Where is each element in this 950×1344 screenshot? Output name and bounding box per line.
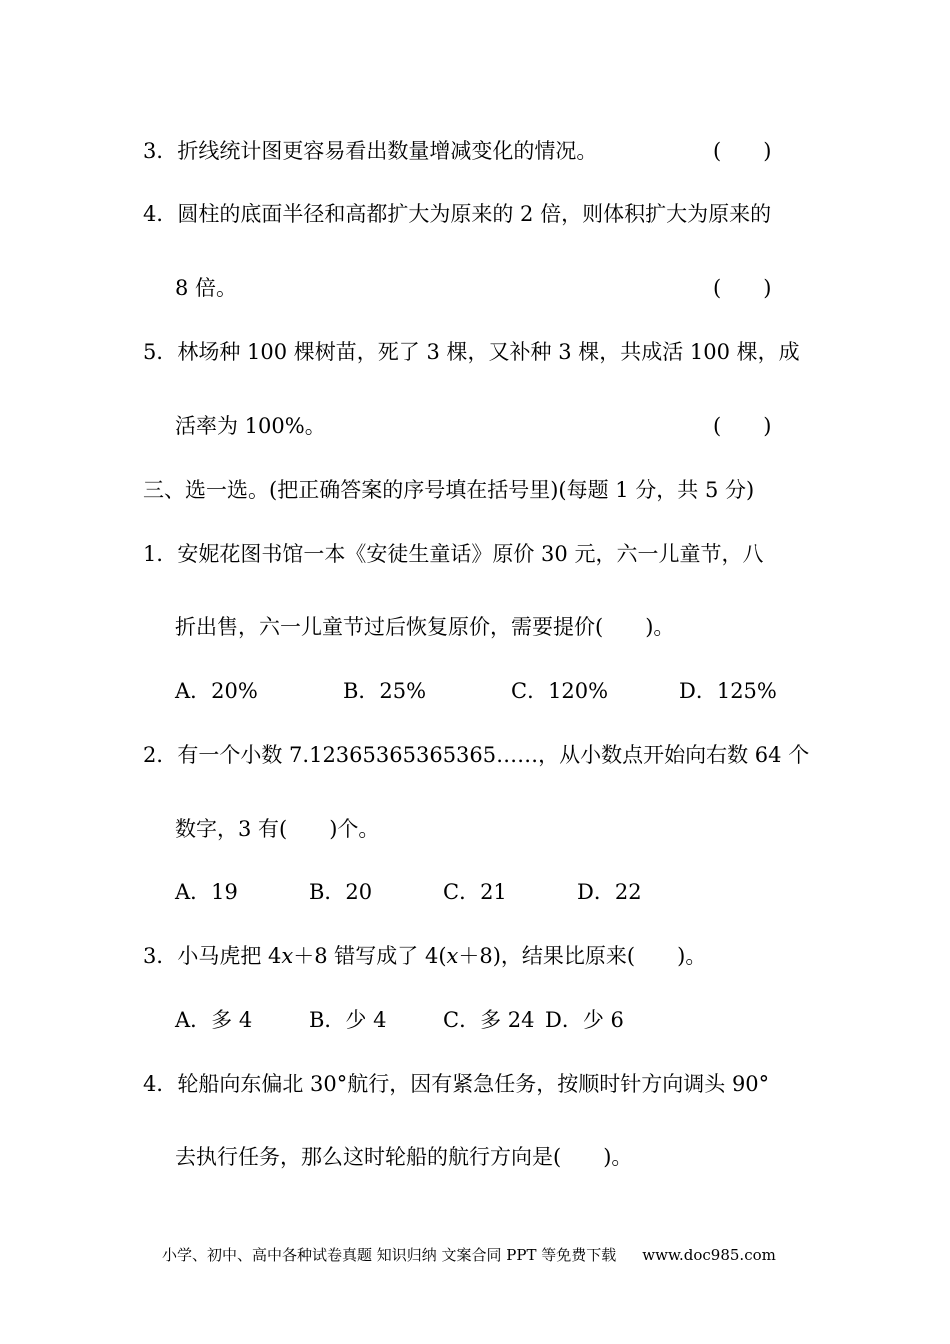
choice-q1-text1: 安妮花图书馆一本《安徒生童话》原价 30 元，六一儿童节，八: [177, 542, 764, 566]
choice-q3-text-pre: 小马虎把 4: [177, 944, 282, 968]
choice-q2-option-c: C．21: [443, 880, 507, 904]
choice-q4-text1: 轮船向东偏北 30°航行，因有紧急任务，按顺时针方向调头 90°: [177, 1072, 770, 1096]
choice-q3-option-b: B．少 4: [309, 1008, 387, 1032]
choice-q1-option-d: D．125%: [679, 679, 777, 703]
choice-q2-option-b: B．20: [309, 880, 373, 904]
choice-q2-text1: 有一个小数 7.12365365365365……，从小数点开始向右数 64 个: [177, 743, 810, 767]
choice-q2-option-d: D．22: [577, 880, 642, 904]
choice-q1-number: 1．: [143, 542, 178, 566]
choice-q4-line2: 去执行任务，那么这时轮船的航行方向是( )。: [175, 1145, 633, 1169]
judge-q5-line1: [143, 338, 800, 366]
choice-q3-number: 3．: [143, 944, 178, 968]
choice-q3-option-d: D．少 6: [545, 1008, 624, 1032]
judge-q3-answer-paren: ( ): [713, 139, 772, 163]
section3-heading: 三、选一选。(把正确答案的序号填在括号里)(每题 1 分，共 5 分): [143, 478, 755, 502]
choice-q2-option-a: A．19: [175, 880, 238, 904]
judge-q3-line: [143, 137, 597, 165]
judge-q4-text1: 圆柱的底面半径和高都扩大为原来的 2 倍，则体积扩大为原来的: [177, 202, 772, 226]
judge-q4-answer-paren: ( ): [713, 276, 772, 300]
choice-q4-line1: [143, 1070, 769, 1098]
choice-q3-variable-x2: x: [446, 944, 459, 968]
page-footer: [162, 1245, 776, 1265]
choice-q1-option-a: A．20%: [175, 679, 258, 703]
choice-q2-number: 2．: [143, 743, 178, 767]
judge-q3-text: 折线统计图更容易看出数量增减变化的情况。: [177, 139, 598, 163]
choice-q1-line1: [143, 540, 763, 568]
choice-q3-option-a: A．多 4: [175, 1008, 253, 1032]
judge-q4-line1: [143, 200, 771, 228]
choice-q3-line: [143, 942, 706, 970]
choice-q2-line2: 数字，3 有( )个。: [175, 817, 380, 841]
judge-q5-text1: 林场种 100 棵树苗，死了 3 棵，又补种 3 棵，共成活 100 棵，成: [177, 340, 800, 364]
choice-q3-text-post: ＋8)，结果比原来( )。: [458, 944, 707, 968]
judge-q5-answer-paren: ( ): [713, 414, 772, 438]
choice-q3-option-c: C．多 24: [443, 1008, 535, 1032]
choice-q2-line1: [143, 741, 809, 769]
choice-q1-option-b: B．25%: [343, 679, 427, 703]
choice-q3-text-mid: ＋8 错写成了 4(: [293, 944, 447, 968]
choice-q4-number: 4．: [143, 1072, 178, 1096]
judge-q4-number: 4．: [143, 202, 178, 226]
choice-q3-variable-x: x: [281, 944, 294, 968]
footer-text: 小学、初中、高中各种试卷真题 知识归纳 文案合同 PPT 等免费下载: [162, 1246, 617, 1264]
judge-q5-number: 5．: [143, 340, 178, 364]
choice-q1-option-c: C．120%: [511, 679, 609, 703]
judge-q4-line2: 8 倍。: [175, 276, 238, 300]
footer-url: www.doc985.com: [642, 1246, 776, 1264]
judge-q3-number: 3．: [143, 139, 178, 163]
choice-q1-line2: 折出售，六一儿童节过后恢复原价，需要提价( )。: [175, 615, 675, 639]
judge-q5-line2: 活率为 100%。: [175, 414, 326, 438]
